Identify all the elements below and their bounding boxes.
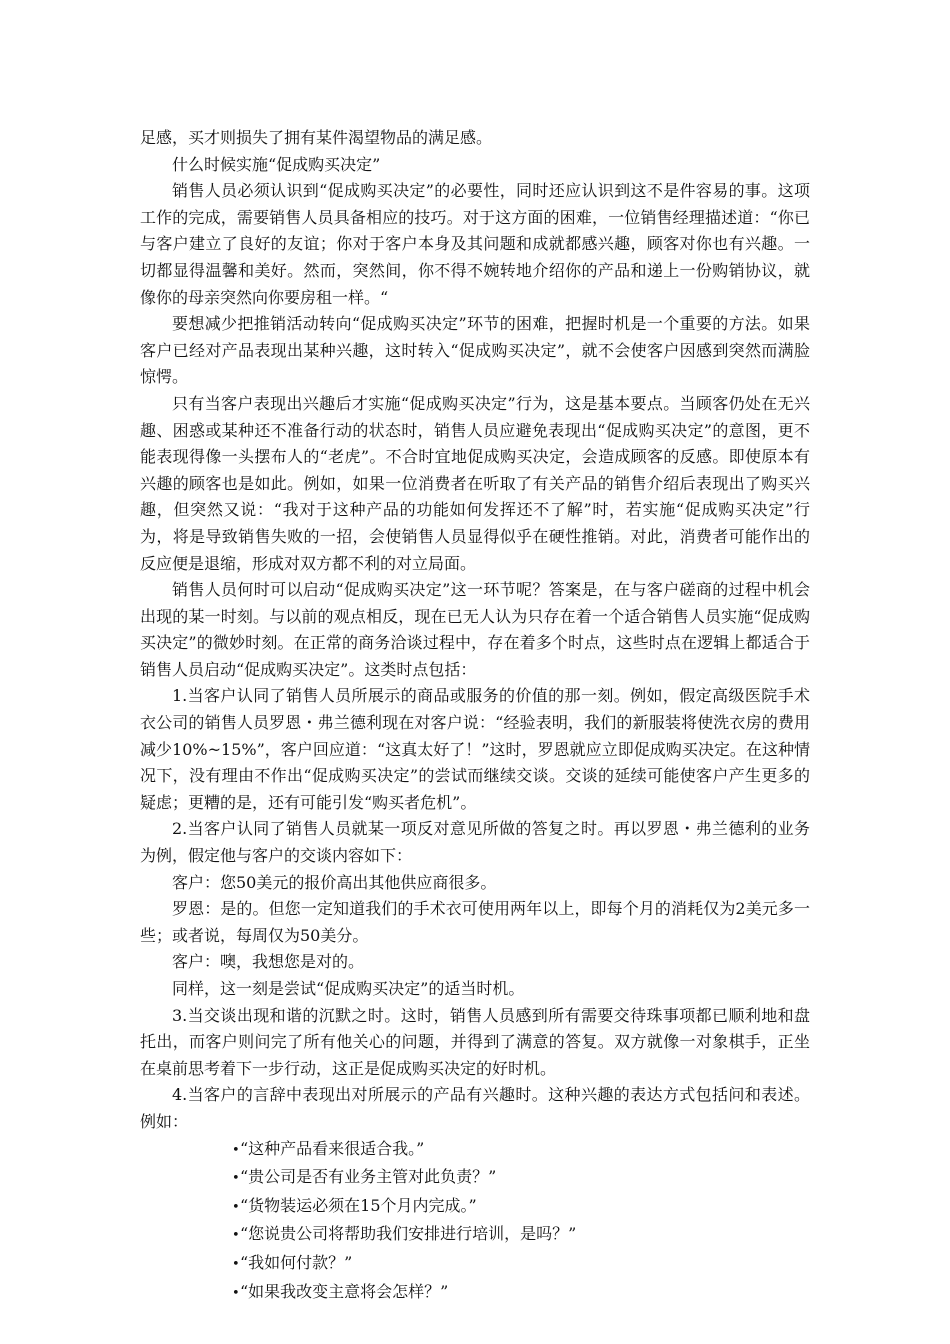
paragraph: 销售人员何时可以启动“促成购买决定”这一环节呢？答案是，在与客户磋商的过程中机会出现的某一时刻。与以前的观点相反，现在已无人认为只存在着一个适合销售人员实施“促成购买决定”的微妙时刻。在正常的商务洽谈过程中，存在着多个时点，这些时点在逻辑上都适合于销售人员启动“促成购买决定”。这类时点包括： [140,580,810,679]
paragraph: 足感，买才则损失了拥有某件渴望物品的满足感。 [140,128,493,147]
list-item [140,1136,810,1165]
numbered-paragraph: 4.当客户的言辞中表现出对所展示的产品有兴趣时。这种兴趣的表达方式包括问和表述。例如： [140,1085,810,1131]
dialogue-line: 客户：噢，我想您是对的。 [172,952,365,972]
numbered-paragraph: 1.当客户认同了销售人员所展示的商品或服务的价值的那一刻。例如，假定高级医院手术衣公司的销售人员罗恩・弗兰德利现在对客户说：“经验表明，我们的新服装将使洗衣房的费用减少10%~15%”，客户回应道：“这真太好了！”这时，罗恩就应立即促成购买决定。在这种情况下，没有理由不作出“促成购买决定”的尝试而继续交谈。交谈的延续可能使客户产生更多的疑虑；更糟的是，还有可能引发“购买者危机”。 [140,686,810,812]
bullet-icon: • [232,1199,240,1215]
list-item [140,1279,810,1308]
list-item-text: “我如何付款？” [240,1252,353,1272]
paragraph: 销售人员必须认识到“促成购买决定”的必要性，同时还应认识到这不是件容易的事。这项工作的完成，需要销售人员具备相应的技巧。对于这方面的困难，一位销售经理描述道：“你已与客户建立了良好的友谊；你对于客户本身及其问题和成就都感兴趣，顾客对你也有兴趣。一切都显得温馨和美好。然而，突然间，你不得不婉转地介绍你的产品和递上一份购销协议，就像你的母亲突然向你要房租一样。“ [140,181,810,307]
paragraph: 同样，这一刻是尝试“促成购买决定”的适当时机。 [172,979,525,998]
list-item [140,1193,810,1222]
list-item-text: “如果我改变主意将会怎样？” [240,1281,449,1301]
list-item [140,1221,810,1250]
example-quote-list [140,1136,810,1308]
bullet-icon: • [232,1285,240,1301]
list-item-text: “这种产品看来很适合我。” [240,1138,425,1158]
dialogue-line: 客户：您50美元的报价高出其他供应商很多。 [172,872,497,892]
list-item [140,1164,810,1193]
paragraph: 只有当客户表现出兴趣后才实施“促成购买决定”行为，这是基本要点。当顾客仍处在无兴趣、困惑或某种还不准备行动的状态时，销售人员应避免表现出“促成购买决定”的意图，更不能表现得像一头摆布人的“老虎”。不合时宜地促成购买决定，会造成顾客的反感。即使原本有兴趣的顾客也是如此。例如，如果一位消费者在听取了有关产品的销售介绍后表现出了购买兴趣，但突然又说：“我对于这种产品的功能如何发挥还不了解”时，若实施“促成购买决定”行为，将是导致销售失败的一招，会使销售人员显得似乎在硬性推销。对此，消费者可能作出的反应便是退缩，形成对双方都不利的对立局面。 [140,393,810,573]
list-item [140,1250,810,1279]
numbered-paragraph: 3.当交谈出现和谐的沉默之时。这时，销售人员感到所有需要交待珠事项都已顺利地和盘托出，而客户则问完了所有他关心的问题，并得到了满意的答复。双方就像一对象棋手，正坐在桌前思考着下一步行动，这正是促成购买决定的好时机。 [140,1005,810,1078]
dialogue-line: 罗恩：是的。但您一定知道我们的手术衣可使用两年以上，即每个月的消耗仅为2美元多一些；或者说，每周仅为50美分。 [140,899,810,945]
list-item-text: “货物装运必须在15个月内完成。” [240,1195,477,1215]
bullet-icon: • [232,1228,240,1244]
bullet-icon: • [232,1142,240,1158]
numbered-paragraph: 2.当客户认同了销售人员就某一项反对意见所做的答复之时。再以罗恩・弗兰德利的业务为例，假定他与客户的交谈内容如下： [140,819,810,866]
section-heading: 什么时候实施“促成购买决定” [172,154,381,174]
bullet-icon: • [232,1171,240,1187]
list-item-text: “贵公司是否有业务主管对此负责？” [240,1167,497,1187]
paragraph: 要想减少把推销活动转向“促成购买决定”环节的困难，把握时机是一个重要的方法。如果客户已经对产品表现出某种兴趣，这时转入“促成购买决定”，就不会使客户因感到突然而满脸惊愕。 [140,314,810,387]
bullet-icon: • [232,1256,240,1272]
list-item-text: “您说贵公司将帮助我们安排进行培训，是吗？” [240,1224,577,1244]
document-body [140,125,810,1307]
